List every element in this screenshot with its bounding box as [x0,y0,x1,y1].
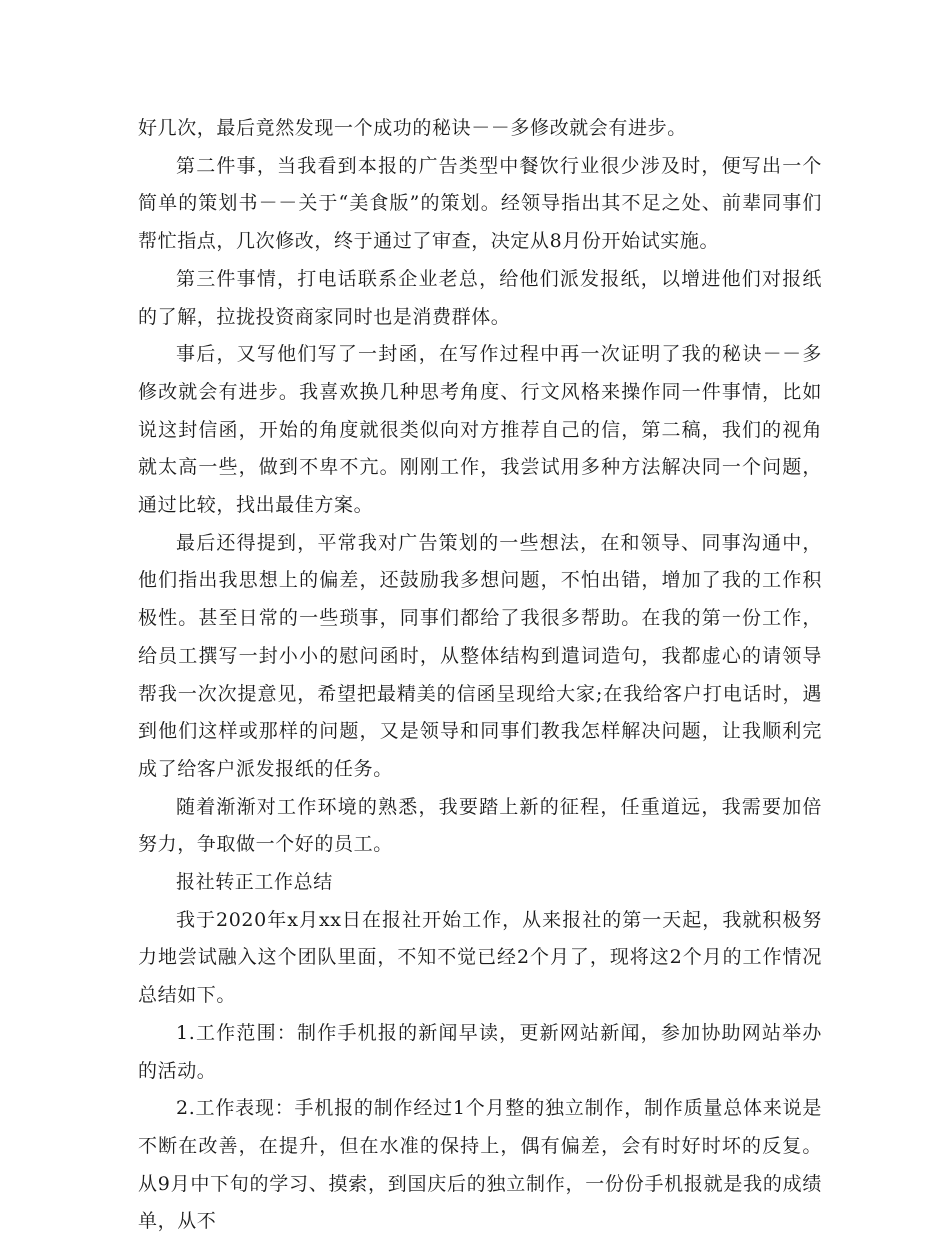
section-heading: 报社转正工作总结 [176,871,333,894]
paragraph-finally: 最后还得提到，平常我对广告策划的一些想法，在和领导、同事沟通中，他们指出我思想上的偏差，还鼓励我多想问题，不怕出错，增加了我的工作积极性。甚至日常的一些琐事，同事们都给了我很多帮助。在我的第一份工作，给员工撰写一封小小的慰问函时，从整体结构到遣词造句，我都虚心的请领导帮我一次次提意见，希望把最精美的信函呈现给大家;在我给客户打电话时，遇到他们这样或那样的问题，又是领导和同事们教我怎样解决问题，让我顺利完成了给客户派发报纸的任务。 [138,531,822,780]
paragraph-work-performance: 2.工作表现：手机报的制作经过1个月整的独立制作，制作质量总体来说是不断在改善，在提升，但在水准的保持上，偶有偏差，会有时好时坏的反复。从9月中下旬的学习、摸索，到国庆后的独立制作，一份份手机报就是我的成绩单，从不 [138,1097,822,1233]
paragraph-work-scope: 1.工作范围：制作手机报的新闻早读，更新网站新闻，参加协助网站举办的活动。 [138,1021,822,1082]
paragraph-intro: 我于2020年x月xx日在报社开始工作，从来报社的第一天起，我就积极努力地尝试融入这个团队里面，不知不觉已经2个月了，现将这2个月的工作情况总结如下。 [138,908,822,1007]
document-body [138,110,822,1241]
paragraph-afterwards: 事后，又写他们写了一封函，在写作过程中再一次证明了我的秘诀－－多修改就会有进步。我喜欢换几种思考角度、行文风格来操作同一件事情，比如说这封信函，开始的角度就很类似向对方推荐自己的信，第二稿，我们的视角就太高一些，做到不卑不亢。刚刚工作，我尝试用多种方法解决同一个问题，通过比较，找出最佳方案。 [138,343,822,517]
paragraph-third-task: 第三件事情，打电话联系企业老总，给他们派发报纸，以增进他们对报纸的了解，拉拢投资商家同时也是消费群体。 [138,267,822,328]
paragraph-second-task: 第二件事，当我看到本报的广告类型中餐饮行业很少涉及时，便写出一个简单的策划书－－关于“美食版”的策划。经领导指出其不足之处、前辈同事们帮忙指点，几次修改，终于通过了审查，决定从8月份开始试实施。 [138,154,822,253]
paragraph-conclusion: 随着渐渐对工作环境的熟悉，我要踏上新的征程，任重道远，我需要加倍努力，争取做一个好的员工。 [138,795,822,856]
paragraph-continuation: 好几次，最后竟然发现一个成功的秘诀－－多修改就会有进步。 [138,117,687,139]
